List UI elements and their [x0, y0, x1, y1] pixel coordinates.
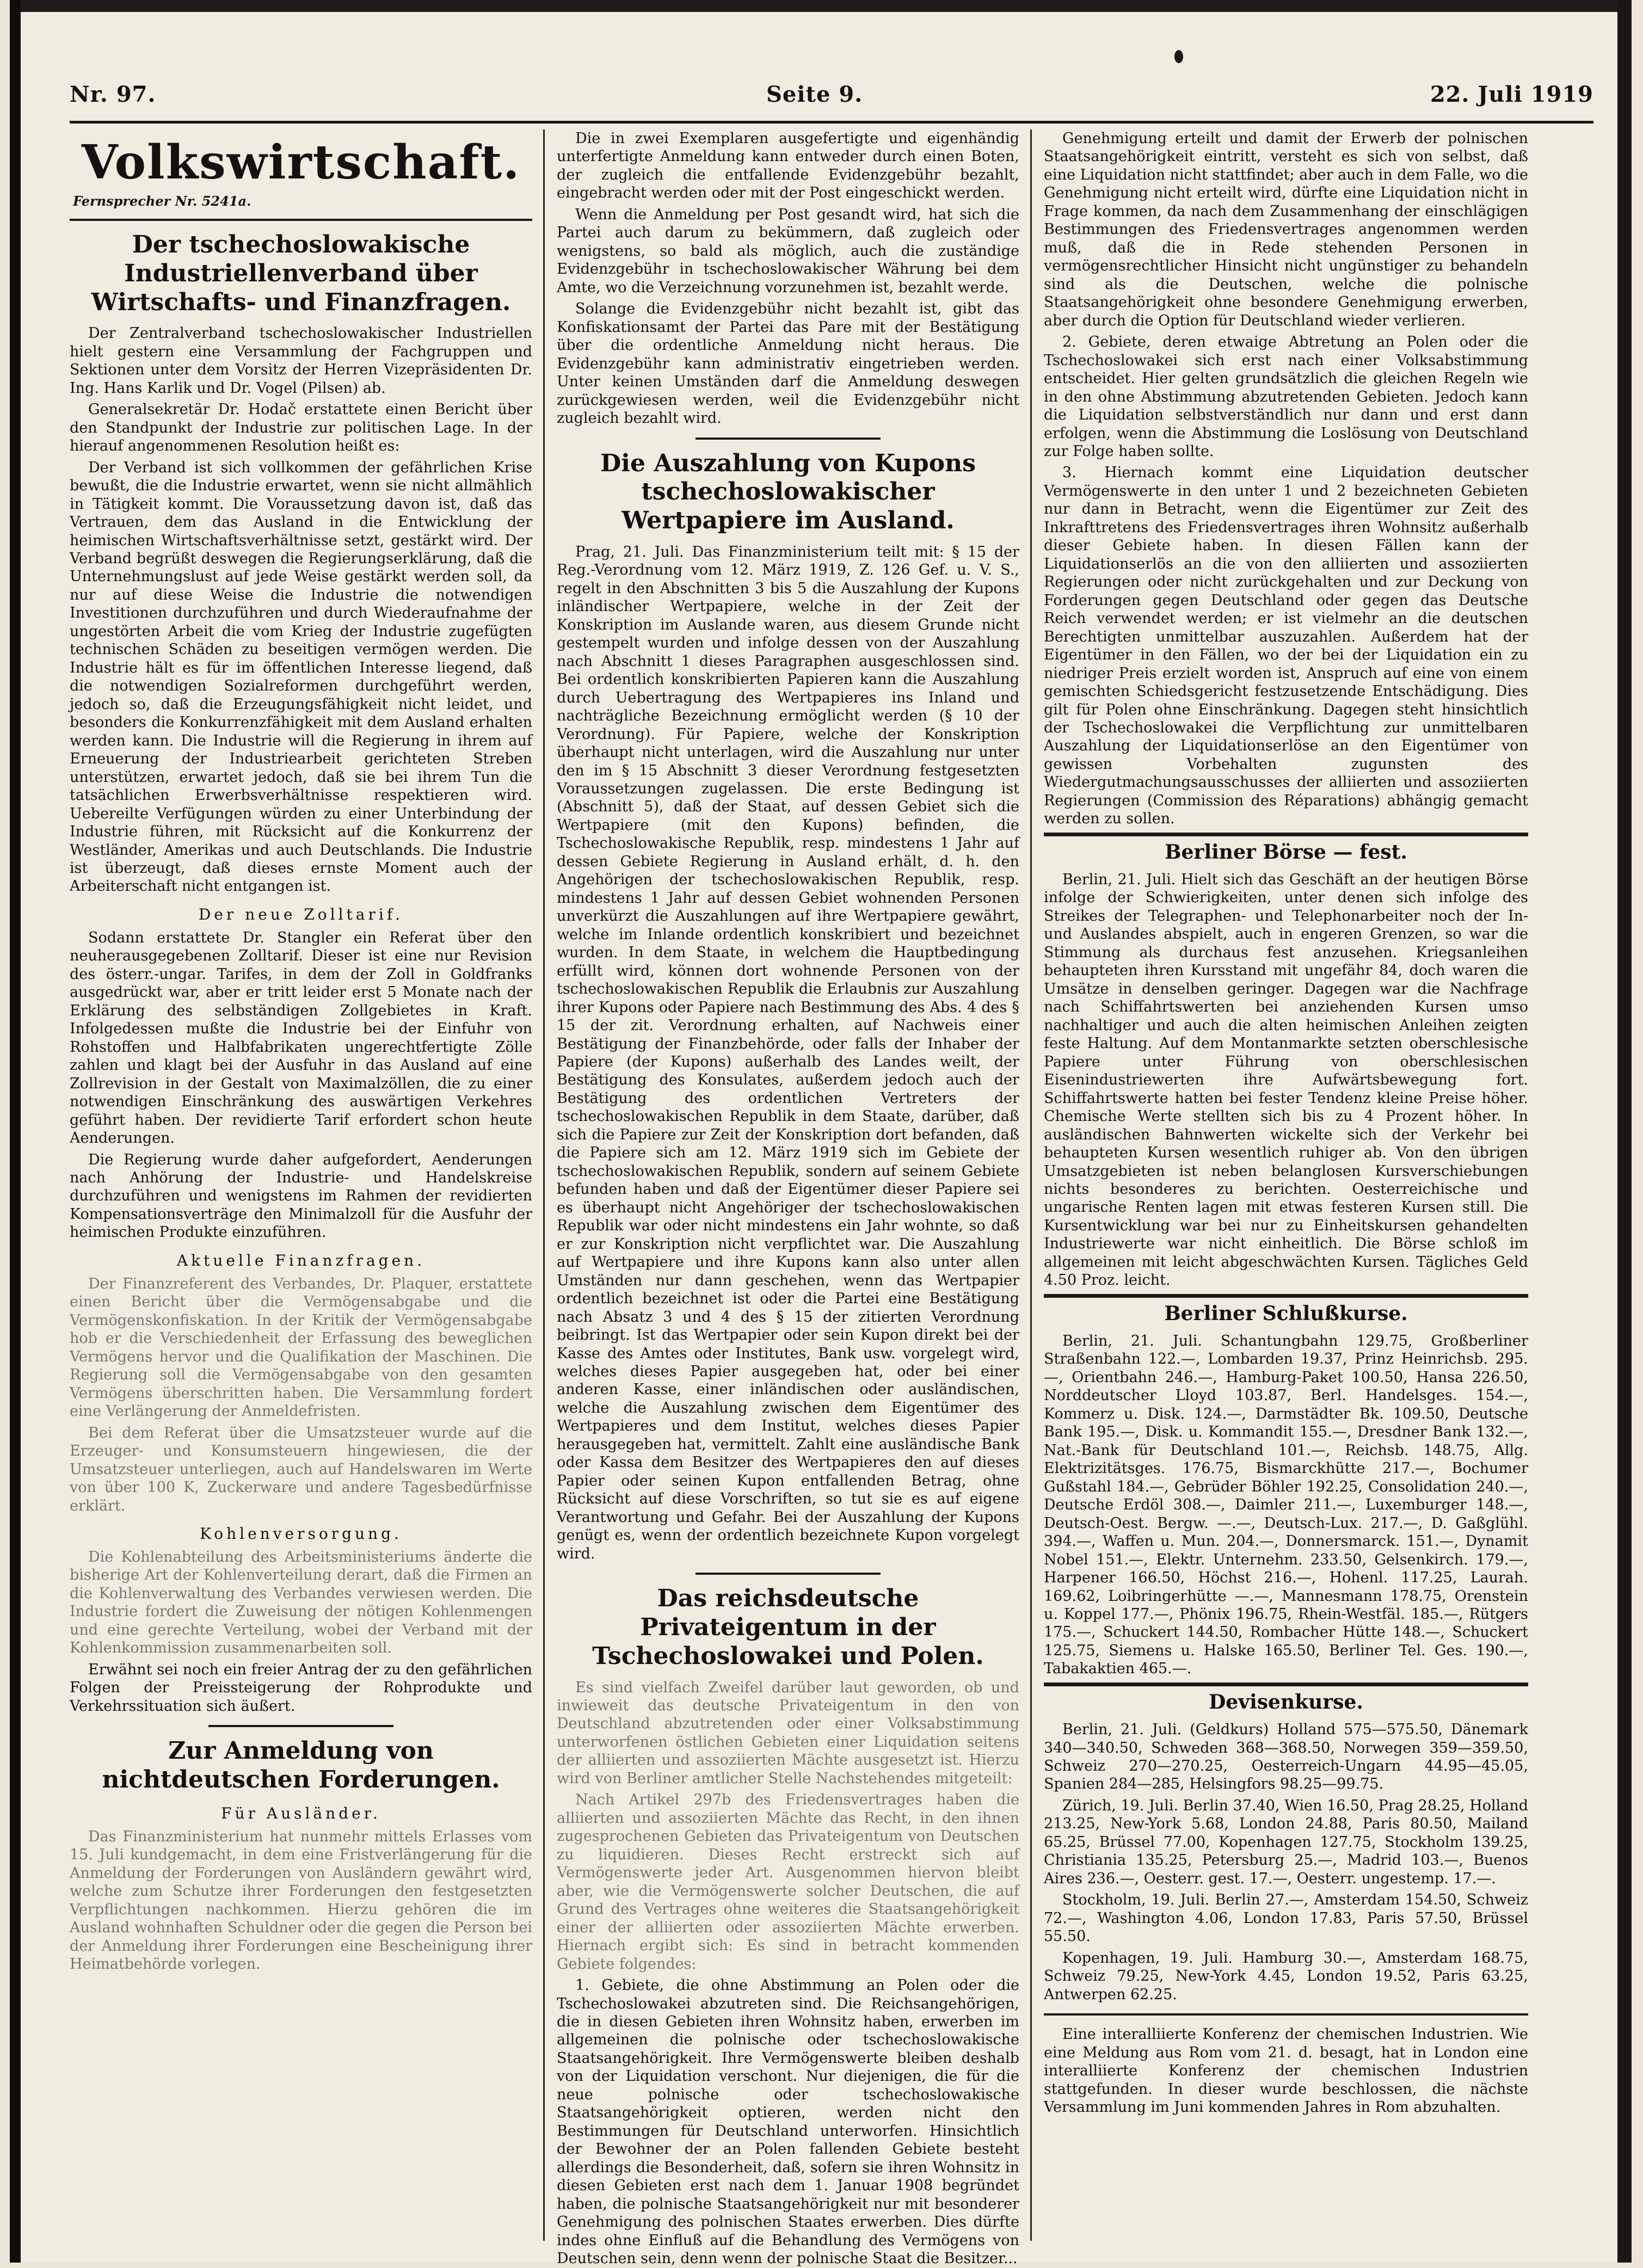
paragraph: Der Verband ist sich vollkommen der gefährlichen Krise bewußt, die die Industrie erwartet, wenn sie nicht allmählich in Tätigkeit kommt. Die Voraussetzung davon ist, daß das Vertrauen, dem das Ausland in die Entwicklung der heimischen Wirtschaftsverhältnisse setzt, gestärkt wird. Der Verband begrüßt deswegen die Regierungserklärung, daß die Unternehmungslust auf jede Weise gestärkt werden soll, da nur auf diese Weise die Industrie die notwendigen Investitionen durchzuführen und durch Wiederaufnahme der ungestörten Arbeit die vom Krieg der Industrie zugefügten technischen Schäden zu beseitigen vermögen werden. Die Industrie hält es für im öffentlichen Interesse liegend, daß die notwendigen Sozialreformen durchgeführt werden, jedoch so, daß die Erzeugungsfähigkeit nicht leidet, und besonders die Konkurrenzfähigkeit mit dem Ausland erhalten werden kann. Die Industrie will die Regierung in ihrem auf Erneuerung der Industriearbeit gerichteten Streben unterstützen, erwartet jedoch, daß sie bei ihrem Tun die tatsächlichen Erwerbsverhältnisse respektieren wird. Uebereilte Verfügungen würden zu einer Unterbindung der Industrie führen, mit Rücksicht auf die Konkurrenz der Westländer, Amerikas und auch Deutschlands. Die Industrie ist überzeugt, daß dieses ernste Moment auch der Arbeiterschaft nicht entgangen ist. — [70, 459, 532, 895]
subheading: Für Ausländer. — [221, 1804, 381, 1822]
subheading: Aktuelle Finanzfragen. — [176, 1251, 426, 1269]
paragraph: Berlin, 21. Juli. (Geldkurs) Holland 575—575.50, Dänemark 340—340.50, Schweden 368—368.50, Norwegen 359—359.50, Schweiz 270—270.25, Oesterreich-Ungarn 44.95—45.05, Spanien 284—285, Helsingfors 98.25—99.75. — [1044, 1721, 1528, 1793]
divider — [208, 1725, 393, 1727]
issue-number: Nr. 97. — [70, 82, 156, 107]
paragraph: Die in zwei Exemplaren ausgefertigte und eigenhändig unterfertigte Anmeldung kann entweder durch einen Boten, der zugleich die entfallende Evidenzgebühr bezahlt, eingebracht werden oder mit der Post eingeschickt werden. — [557, 130, 1019, 202]
article-title: Der tschechoslowakische Industriellenverband über Wirtschafts- und Finanzfragen. — [91, 231, 511, 316]
article-title: Devisenkurse. — [1209, 1690, 1363, 1714]
paragraph: Kopenhagen, 19. Juli. Hamburg 30.—, Amsterdam 168.75, Schweiz 79.25, New-York 4.45, London 19.52, Paris 63.25, Antwerpen 62.25. — [1044, 1949, 1528, 2003]
paragraph: Das Finanzministerium hat nunmehr mittels Erlasses vom 15. Juli kundgemacht, in dem eine Fristverlängerung für die Anmeldung der Forderungen von Ausländern gewährt wird, welche zum Schutze ihrer Forderungen den festgesetzten Verpflichtungen nachkommen. Hierzu gehören die im Ausland wohnhaften Schuldner oder die gegen die Person bei der Anmeldung ihrer Forderungen eine Bescheinigung ihrer Heimatbehörde vorlegen. — [70, 1828, 532, 1973]
paragraph: Sodann erstattete Dr. Stangler ein Referat über den neuherausgegebenen Zolltarif. Dieser ist eine nur Revision des österr.-ungar. Tarifes, in dem der Zoll in Goldfranks ausgedrückt war, aber er tritt leider erst 5 Monate nach der Erklärung des selbständigen Zollgebietes in Kraft. Infolgedessen mußte die Industrie bei der Einfuhr von Rohstoffen und Halbfabrikaten ungerechtfertigte Zölle zahlen und klagt bei der Ausfuhr in das Ausland auf eine Zollrevision in der Gestalt von Maximalzöllen, die zu einer notwendigen Einschränkung des auswärtigen Verkehres geführt haben. Der revidierte Tarif erfordert schon heute Aenderungen. — [70, 929, 532, 1147]
paragraph: Berlin, 21. Juli. Hielt sich das Geschäft an der heutigen Börse infolge der Schwierigkeiten, unter denen sich infolge des Streikes der Telegraphen- und Telephonarbeiter noch der In- und Auslandes abspielt, auch in engeren Grenzen, so war die Stimmung als durchaus fest anzusehen. Kriegsanleihen behaupteten ihren Kursstand mit ungefähr 84, doch waren die Umsätze in denselben geringer. Dagegen war die Nachfrage nach Schiffahrtswerten bei anziehenden Kursen umso nachhaltiger und auch die alten heimischen Anleihen zeigten feste Haltung. Auf dem Montanmarkte setzten oberschlesische Papiere unter Führung von oberschlesischen Eisenindustriewerten ihre Aufwärtsbewegung fort. Schiffahrtswerte hatten bei fester Tendenz kleine Preise höher. Chemische Werte stellten sich bis zu 4 Prozent höher. In ausländischen Bahnwerten wickelte sich der Verkehr bei behaupteten Kursen wesentlich ruhiger ab. Von den übrigen Umsatzgebieten ist neben belanglosen Kursverschiebungen nichts besonderes zu berichten. Oesterreichische und ungarische Renten lagen mit etwas festeren Kursen still. Die Kursentwicklung war bei nur zu Einheitskursen gehandelten Industriewerte war nicht einheitlich. Die Börse schloß im allgemeinen mit leicht abgeschwächten Kursen. Tägliches Geld 4.50 Proz. leicht. — [1044, 871, 1528, 1289]
divider — [1044, 833, 1528, 836]
article-title: Die Auszahlung von Kupons tschechoslowakischer Wertpapiere im Ausland. — [600, 449, 976, 535]
phone-line: Fernsprecher Nr. 5241a. — [73, 193, 251, 209]
paragraph: Generalsekretär Dr. Hodač erstattete einen Bericht über den Standpunkt der Industrie zur politischen Lage. In der hierauf angenommenen Resolution heißt es: — [70, 401, 532, 455]
paragraph: Der Finanzreferent des Verbandes, Dr. Plaquer, erstattete einen Bericht über die Vermögensabgabe und die Vermögenskonfiskation. In der Kritik der Vermögensabgabe hob er die Verschiedenheit der Erfassung des beweglichen Vermögens hervor und die Qualifikation der Maschinen. Die Regierung soll die Vermögensabgabe von den gesamten Vermögens überschritten haben. Die Versammlung fordert eine Verlängerung der Anmeldefristen. — [70, 1275, 532, 1420]
paragraph: Bei dem Referat über die Umsatzsteuer wurde auf die Erzeuger- und Konsumsteuern hingewiesen, die der Umsatzsteuer unterliegen, auch auf Handelswaren im Werte von über 100 K, Zuckerware und andere Tagesbedürfnisse erklärt. — [70, 1424, 532, 1514]
article-title: Das reichsdeutsche Privateigentum in der Tschechoslowakei und Polen. — [592, 1585, 984, 1670]
paragraph: Nach Artikel 297b des Friedensvertrages haben die alliierten und assoziierten Mächte das Recht, in den ihnen zugesprochenen Gebieten das Privateigentum von Deutschen zu liquidieren. Dieses Recht erstreckt sich auf Vermögenswerte jeder Art. Ausgenommen hiervon bleibt aber, wie die Vermögenswerte solcher Deutschen, die auf Grund des Vertrages ohne weiteres die Staatsangehörigkeit einer der alliierten oder assoziierten Mächte erwerben. Hiernach ergibt sich: Es sind in betracht kommenden Gebiete folgendes: — [557, 1791, 1019, 1973]
article-title: Berliner Börse — fest. — [1165, 840, 1407, 864]
divider — [1044, 1294, 1528, 1298]
divider — [696, 1573, 881, 1575]
subheading: Der neue Zolltarif. — [198, 905, 404, 923]
page-number: Seite 9. — [766, 82, 863, 107]
section-title: Volkswirtschaft. — [81, 135, 521, 190]
column-1 — [70, 130, 532, 2241]
subheading: Kohlenversorgung. — [200, 1524, 402, 1543]
divider — [1044, 2013, 1528, 2016]
paragraph: 3. Hiernach kommt eine Liquidation deutscher Vermögenswerte in den unter 1 und 2 bezeichneten Gebieten nur dann in Betracht, wenn die Eigentümer zur Zeit des Inkrafttretens des Friedensvertrages ihren Wohnsitz außerhalb dieser Gebiete haben. In diesen Fällen kann der Liquidationserlös an die von den alliierten und assoziierten Regierungen oder nicht zurückgehalten und zur Deckung von Forderungen gegen Deutschland oder gegen das Deutsche Reich verwendet werden; er ist vielmehr an die deutschen Berechtigten unmittelbar auszuzahlen. Außerdem hat der Eigentümer in den Fällen, wo der bei der Liquidation ein zu niedriger Preis erzielt worden ist, Anspruch auf eine von einem gemischten Schiedsgericht festzusetzende Entschädigung. Dies gilt für Polen ohne Einschränkung. Dagegen steht hinsichtlich der Tschechoslowakei die Verpflichtung zur unmittelbaren Auszahlung der Liquidationserlöse an den Eigentümer von gewissen Vorbehalten zugunsten des Wiedergutmachungsausschusses der alliierten und assoziierten Regierungen (Commission des Réparations) abhängig gemacht werden zu sollen. — [1044, 464, 1528, 828]
divider — [70, 219, 532, 221]
paragraph: Prag, 21. Juli. Das Finanzministerium teilt mit: § 15 der Reg.-Verordnung vom 12. März 1919, Z. 126 Gef. u. V. S., regelt in den Abschnitten 3 bis 5 die Auszahlung der Kupons inländischer Wertpapiere, welche in der Zeit der Konskription im Auslande waren, aus diesem Grunde nicht gestempelt wurden und infolge dessen von der Auszahlung nach Abschnitt 1 dieses Paragraphen ausgeschlossen sind. Bei ordentlich konskribierten Papieren kann die Auszahlung durch Uebertragung des Wertpapieres ins Inland und nachträgliche Bezeichnung ermöglicht werden (§ 10 der Verordnung). Für Papiere, welche der Konskription überhaupt nicht unterlagen, wird die Auszahlung nur unter den im § 15 Abschnitt 3 dieser Verordnung festgesetzten Voraussetzungen zugelassen. Die erste Bedingung ist (Abschnitt 5), daß der Staat, auf dessen Gebiet sich die Wertpapiere (mit den Kupons) befinden, die Tschechoslowakische Republik, resp. mindestens 1 Jahr auf dessen Gebiete Regierung in Ausland erhält, d. h. den Angehörigen der tschechoslowakischen Republik, resp. mindestens 1 Jahr auf dessen Gebiet wohnenden Personen unverkürzt die Auszahlungen auf ihre Wertpapiere gewährt, welche im Inlande ordentlich konskribiert und bezeichnet wurden. In dem Staate, in welchem die Hauptbedingung erfüllt wird, können dort wohnende Personen von der tschechoslowakischen Republik die Erlaubnis zur Auszahlung ihrer Kupons oder Papiere nach Bestimmung des Abs. 4 des § 15 der zit. Verordnung erhalten, auf Nachweis einer Bestätigung der Finanzbehörde, oder falls der Inhaber der Papiere (der Kupons) außerhalb des Landes weilt, der Bestätigung des Konsulates, außerdem jedoch auch der Bestätigung des ordentlichen Vertreters der tschechoslowakischen Republik in dem Staate, darüber, daß sich die Papiere zur Zeit der Konskription dort befanden, daß die Papiere sich am 12. März 1919 sich im Gebiete der tschechoslowakischen Republik, sondern auf seinem Gebiete befunden haben und daß der Eigentümer dieser Papiere sei es überhaupt nicht Angehöriger der tschechoslowakischen Republik war oder nicht mindestens ein Jahr wohnte, so daß er zur Konskription nicht verpflichtet war. Die Auszahlung auf Wertpapiere und ihre Kupons kann also unter allen Umständen nur dann geschehen, wenn das Wertpapier ordentlich bezeichnet ist oder die Partei eine Bestätigung nach Absatz 3 und 4 des § 15 der zitierten Verordnung beibringt. Ist das Wertpapier oder sein Kupon direkt bei der Kasse des Amtes oder Institutes, Bank usw. vorgelegt wird, welches dieses Papier ausgegeben hat, oder bei einer anderen Kasse, einer inländischen oder ausländischen, welche die Auszahlung zwischen dem Eigentümer des Wertpapieres und dem Institut, welches dieses Papier herausgegeben hat, vermittelt. Zahlt eine ausländische Bank oder Kassa dem Besitzer des Wertpapieres den auf dieses Papier oder seinen Kupon entfallenden Betrag, ohne Rücksicht auf diese Vorschriften, so tut sie es auf eigene Verantwortung und Gefahr. Bei der Auszahlung der Kupons genügt es, wenn der ordentlich bezeichnete Kupon vorgelegt wird. — [557, 543, 1019, 1562]
divider — [696, 437, 881, 440]
paragraph: Wenn die Anmeldung per Post gesandt wird, hat sich die Partei auch darum zu bekümmern, daß zugleich oder wenigstens, so bald als möglich, auch die zuständige Evidenzgebühr in tschechoslowakischer Währung bei dem Amte, wo die Verzeichnung vorzunehmen ist, bezahlt werde. — [557, 206, 1019, 296]
paragraph: Der Zentralverband tschechoslowakischer Industriellen hielt gestern eine Versammlung der Fachgruppen und Sektionen unter dem Vorsitz der Herren Vizepräsidenten Dr. Ing. Hans Karlik und Dr. Vogel (Pilsen) ab. — [70, 325, 532, 397]
newspaper-page — [10, 0, 1632, 2267]
paragraph: 2. Gebiete, deren etwaige Abtretung an Polen oder die Tschechoslowakei sich erst nach einer Volksabstimmung entscheidet. Hier gelten grundsätzlich die gleichen Regeln wie in den ohne Abstimmung abzutretenden Gebieten. Jedoch kann die Liquidation selbstverständlich nur dann und erst dann erfolgen, wenn die Abstimmung die Loslösung von Deutschland zur Folge haben sollte. — [1044, 334, 1528, 460]
article-title: Zur Anmeldung von nichtdeutschen Forderungen. — [102, 1737, 500, 1794]
paragraph: Zürich, 19. Juli. Berlin 37.40, Wien 16.50, Prag 28.25, Holland 213.25, New-York 5.68, London 24.88, Paris 80.50, Mailand 65.25, Brüssel 77.00, Kopenhagen 127.75, Stockholm 139.25, Christiania 135.25, Petersburg 25.—, Madrid 103.—, Buenos Aires 236.—, Oesterr. gest. 17.—, Oesterr. ungestemp. 17.—. — [1044, 1797, 1528, 1887]
column-divider — [543, 130, 545, 2241]
paragraph: 1. Gebiete, die ohne Abstimmung an Polen oder die Tschechoslowakei abzutreten sind. Die Reichsangehörigen, die in diesen Gebieten ihren Wohnsitz haben, erwerben im allgemeinen die polnische oder tschechoslowakische Staatsangehörigkeit. Ihre Vermögenswerte bleiben deshalb von der Liquidation verschont. Nur diejenigen, die für die neue polnische oder tschechoslowakische Staatsangehörigkeit optieren, werden nicht den Bestimmungen für Deutschland unterworfen. Hinsichtlich der Bewohner der an Polen fallenden Gebiete besteht allerdings die Besonderheit, daß, sofern sie ihren Wohnsitz in diesen Gebieten erst nach dem 1. Januar 1908 begründet haben, die polnische Staatsangehörigkeit nur mit besonderer Genehmigung des polnischen Staates erwerben. Dies dürfte indes ohne Einfluß auf die Behandlung des Vermögens von Deutschen sein, denn wenn der polnische Staat die Besitzer... — [557, 1977, 1019, 2267]
paragraph: Genehmigung erteilt und damit der Erwerb der polnischen Staatsangehörigkeit eintritt, versteht es sich von selbst, daß eine Liquidation nicht stattfindet; aber auch in dem Falle, wo die Genehmigung nicht erteilt wird, dürfte eine Liquidation nicht in Frage kommen, da nach dem Zusammenhang der einschlägigen Bestimmungen des Friedensvertrages angenommen werden muß, daß die in Rede stehenden Personen in vermögensrechtlicher Hinsicht nicht ungünstiger zu behandeln sind als die Deutschen, welche die polnische Staatsangehörigkeit ohne besondere Genehmigung erwerben, aber durch die Option für Deutschland wieder verlieren. — [1044, 130, 1528, 329]
paragraph: Es sind vielfach Zweifel darüber laut geworden, ob und inwieweit das deutsche Privateigentum in den von Deutschland abzutretenden oder einer Volksabstimmung unterworfenen östlichen Gebieten einer Liquidation seitens der alliierten und assoziierten Mächte ausgesetzt ist. Hierzu wird von Berliner amtlicher Stelle Nachstehendes mitgeteilt: — [557, 1679, 1019, 1787]
ink-blot — [1174, 50, 1183, 63]
paragraph: Die Regierung wurde daher aufgefordert, Aenderungen nach Anhörung der Industrie- und Handelskreise durchzuführen und wenigstens im Rahmen der revidierten Kompensationsverträge den Minimalzoll für die Ausfuhr der heimischen Produkte einzuführen. — [70, 1151, 532, 1241]
column-2 — [557, 130, 1019, 2267]
paragraph: Die Kohlenabteilung des Arbeitsministeriums änderte die bisherige Art der Kohlenverteilung derart, daß die Firmen an die Kohlenverwaltung des Verbandes verwiesen werden. Die Industrie fordert die Zuweisung der nötigen Kohlenmengen und eine gerechte Verteilung, wobei der Verband mit der Kohlenkommission zusammenarbeiten soll. — [70, 1548, 532, 1657]
issue-date: 22. Juli 1919 — [1430, 82, 1593, 107]
top-scan-edge — [21, 0, 1617, 12]
column-3 — [1044, 130, 1528, 2241]
header-rule — [70, 121, 1593, 124]
paragraph: Erwähnt sei noch ein freier Antrag der zu den gefährlichen Folgen der Preissteigerung der Rohprodukte und Verkehrssituation sich äußert. — [70, 1661, 532, 1715]
paragraph: Eine interalliierte Konferenz der chemischen Industrien. Wie eine Meldung aus Rom vom 21. d. besagt, hat in London eine interalliierte Konferenz der chemischen Industrien stattgefunden. In dieser wurde beschlossen, die nächste Versammlung im Juni kommenden Jahres in Rom abzuhalten. — [1044, 2026, 1528, 2116]
divider — [1044, 1682, 1528, 1686]
article-title: Berliner Schlußkurse. — [1164, 1302, 1408, 1325]
paragraph: Stockholm, 19. Juli. Berlin 27.—, Amsterdam 154.50, Schweiz 72.—, Washington 4.06, London 17.83, Paris 57.50, Brüssel 55.50. — [1044, 1891, 1528, 1945]
paragraph: Berlin, 21. Juli. Schantungbahn 129.75, Großberliner Straßenbahn 122.—, Lombarden 19.37, Prinz Heinrichsb. 295.—, Orientbahn 246.—, Hamburg-Paket 100.50, Hansa 226.50, Norddeutscher Lloyd 103.87, Berl. Handelsges. 154.—, Kommerz u. Disk. 124.—, Darmstädter Bk. 109.50, Deutsche Bank 195.—, Disk. u. Kommandit 155.—, Dresdner Bank 132.—, Nat.-Bank für Deutschland 101.—, Reichsb. 148.75, Allg. Elektrizitätsges. 176.75, Bismarckhütte 217.—, Bochumer Gußstahl 184.—, Gebrüder Böhler 192.25, Consolidation 240.—, Deutsche Erdöl 308.—, Daimler 211.—, Luxemburger 148.—, Deutsch-Oest. Bergw. —.—, Deutsch-Lux. 217.—, D. Gaßglühl. 394.—, Waffen u. Mun. 204.—, Donnersmarck. 151.—, Dynamit Nobel 151.—, Elektr. Unternehm. 233.50, Gelsenkirch. 179.—, Harpener 166.50, Höchst 216.—, Hohenl. 117.25, Laurah. 169.62, Loibringerhütte —.—, Mannesmann 178.75, Orenstein u. Koppel 177.—, Phönix 196.75, Rhein-Westfäl. 185.—, Rütgers 175.—, Schuckert 144.50, Rombacher Hütte 148.—, Schuckert 125.75, Siemens u. Halske 165.50, Berliner Tel. Ges. 190.—, Tabakaktien 465.—. — [1044, 1332, 1528, 1678]
right-scan-edge — [1617, 0, 1632, 2263]
column-divider — [1030, 130, 1032, 2241]
paragraph: Solange die Evidenzgebühr nicht bezahlt ist, gibt das Konfiskationsamt der Partei das Pare mit der Bestätigung über die ordentliche Anmeldung nicht heraus. Die Evidenzgebühr kann administrativ eingetrieben werden. Unter keinen Umständen darf die Anmeldung deswegen zurückgewiesen werden, weil die Evidenzgebühr nicht zugleich bezahlt wird. — [557, 300, 1019, 427]
